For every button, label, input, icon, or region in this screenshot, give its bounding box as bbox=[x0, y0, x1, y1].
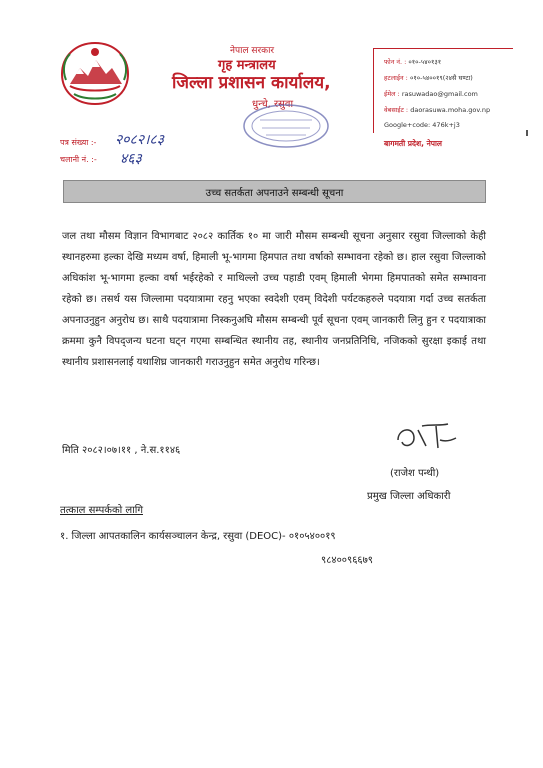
phone-label: फोन नं. : bbox=[384, 58, 407, 66]
province-label: बागमती प्रदेश, नेपाल bbox=[384, 139, 443, 148]
scan-speck bbox=[526, 130, 528, 136]
emergency-contact-line: १. जिल्ला आपतकालिन कार्यसञ्चालन केन्द्र, रसुवा (DEOC)- ०१०५४००१९ bbox=[60, 531, 336, 542]
office-location: धुन्चे, रसुवा bbox=[252, 99, 294, 110]
email-value: rasuwadao@gmail.com bbox=[401, 90, 478, 98]
subject-bar bbox=[63, 180, 486, 203]
hotline-value: ०१०-५४००१९(२४सै घण्टा) bbox=[409, 74, 473, 82]
notice-body: जल तथा मौसम विज्ञान विभागबाट २०८२ कार्तिक १० मा जारी मौसम सम्बन्धी सूचना अनुसार रसुवा जिल्लाको केही स्थानहरुमा हल्का देखि मध्यम वर्षा, हिमाली भू-भागमा हिमपात तथा वर्षाको सम्भावना रहेको छ। हाल रसुवा जिल्लाको अधिकांश भू-भागमा हल्का वर्षा भईरहेको र माथिल्लो उच्च पहाडी एवम् हिमाली भेगमा हिमपातको समेत सम्भावना रहेको छ। तसर्थ यस जिल्लामा पदयात्रामा रहनु भएका स्वदेशी एवम् विदेशी पर्यटकहरुले पदयात्रा गर्दा उच्च सतर्कता अपनाउनुहुन अनुरोध छ। साथै पदयात्रामा निस्कनुअघि मौसम सम्बन्धी पूर्व सूचना एवम् जानकारी लिनु हुन र पदयात्राका क्रममा कुनै विपद्जन्य घटना घट्न गएमा सम्बन्धित स्थानीय तह, स्थानीय जनप्रतिनिधि, नजिकको सुरक्षा इकाई तथा स्थानीय प्रशासनलाई यथाशिघ्र जानकारी गराउनुहुन समेत अनुरोध गरिन्छ। bbox=[62, 231, 486, 368]
office-stamp-icon bbox=[238, 102, 334, 150]
signature-icon bbox=[392, 420, 460, 454]
dispatch-no-value: ४६३ bbox=[120, 151, 142, 167]
pluscode-value: Google+code: 476k+j3 bbox=[384, 121, 460, 129]
emergency-contact-mobile: ९८४००९६६७९ bbox=[321, 555, 373, 566]
signatory-name: (राजेश पन्थी) bbox=[390, 468, 440, 479]
government-label: नेपाल सरकार bbox=[230, 46, 275, 56]
nepal-emblem-icon bbox=[56, 40, 134, 108]
dispatch-no-label: चलानी नं. :- bbox=[60, 155, 97, 164]
website-line bbox=[384, 105, 490, 114]
ministry-label: गृह मन्त्रालय bbox=[218, 58, 276, 73]
website-label: वेबसाईट : bbox=[384, 106, 409, 114]
office-title: जिल्ला प्रशासन कार्यालय, bbox=[172, 73, 331, 93]
signatory-title: प्रमुख जिल्ला अधिकारी bbox=[367, 491, 451, 502]
pluscode-line bbox=[384, 121, 460, 129]
subject-text: उच्च सतर्कता अपनाउने सम्बन्धी सूचना bbox=[205, 187, 344, 199]
notice-date: मिति २०८२।०७।११ , ने.स.११४६ bbox=[62, 445, 181, 456]
hotline-line bbox=[384, 73, 473, 82]
email-label: ईमेल : bbox=[384, 90, 400, 98]
emergency-heading: तत्काल सम्पर्कको लागि bbox=[60, 505, 143, 516]
letter-no-value: २०८२।८३ bbox=[115, 132, 164, 148]
email-line bbox=[384, 89, 478, 98]
phone-value: ०१०-५४०१३१ bbox=[408, 58, 442, 66]
contact-box bbox=[373, 48, 513, 133]
hotline-label: हटलाईन : bbox=[384, 74, 408, 82]
letter-no-label: पत्र संख्या :- bbox=[60, 138, 97, 147]
phone-line bbox=[384, 57, 441, 66]
website-value: daorasuwa.moha.gov.np bbox=[410, 106, 491, 114]
